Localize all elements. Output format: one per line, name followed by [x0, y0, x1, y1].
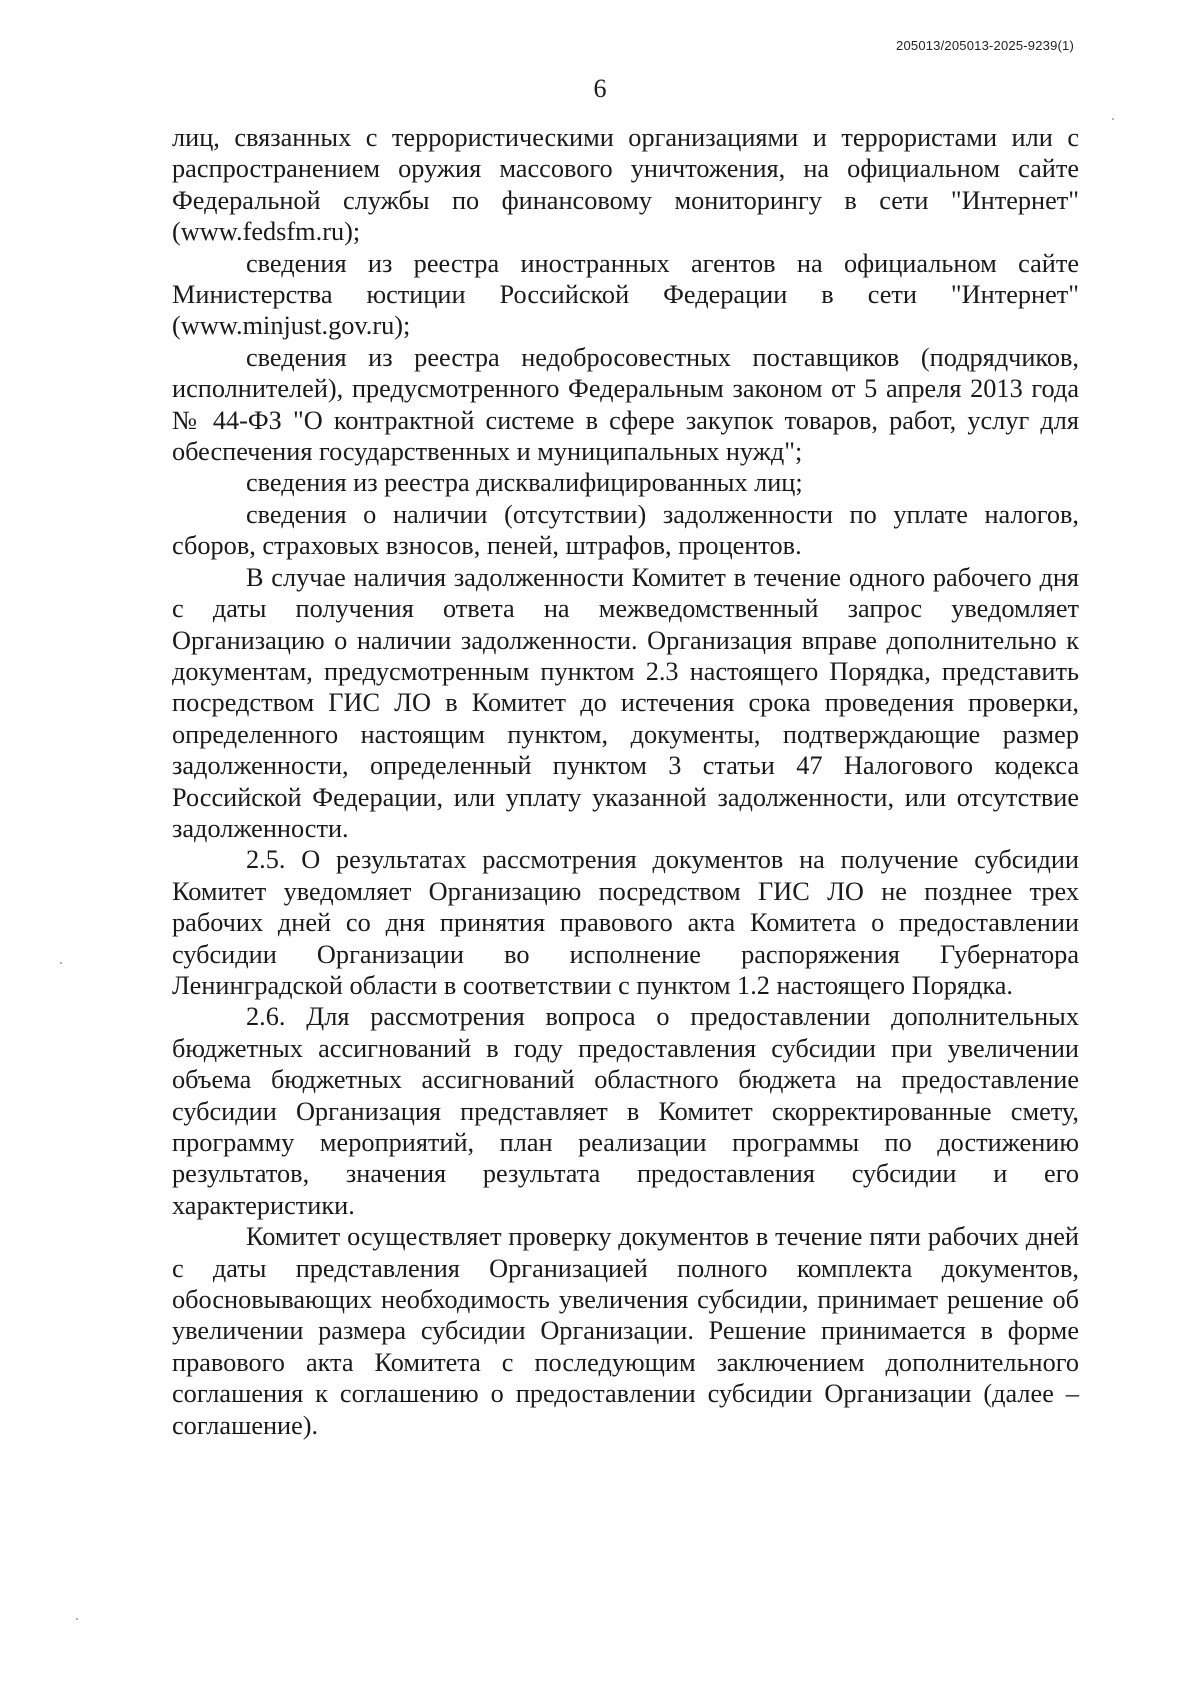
paragraph-7: 2.5. О результатах рассмотрения документов на получение субсидии Комитет уведомляет Организацию посредством ГИС ЛО не позднее трех рабочих дней со дня принятия правового акта Комитета о предоставлении субсидии Организации во исполнение распоряжения Губернатора Ленинградской области в соответствии с пунктом 1.2 настоящего Порядка. — [172, 845, 1079, 1000]
paragraph-6: В случае наличия задолженности Комитет в течение одного рабочего дня с даты получения ответа на межведомственный запрос уведомляет Организацию о наличии задолженности. Организация вправе дополнительно к документам, предусмотренным пунктом 2.3 настоящего Порядка, представить посредством ГИС ЛО в Комитет до истечения срока проведения проверки, определенного настоящим пунктом, документы, подтверждающие размер задолженности, определенный пунктом 3 статьи 47 Налогового кодекса Российской Федерации, или уплату указанной задолженности, или отсутствие задолженности. — [172, 562, 1079, 843]
paragraph-5: сведения о наличии (отсутствии) задолженности по уплате налогов, сборов, страховых взносов, пеней, штрафов, процентов. — [172, 499, 1079, 561]
paragraph-2: сведения из реестра иностранных агентов на официальном сайте Министерства юстиции Российской Федерации в сети "Интернет" (www.minjust.gov.ru); — [172, 248, 1079, 341]
scan-speck — [76, 1618, 78, 1620]
paragraph-3: сведения из реестра недобросовестных поставщиков (подрядчиков, исполнителей), предусмотренного Федеральным законом от 5 апреля 2013 года № 44-ФЗ "О контрактной системе в сфере закупок товаров, работ, услуг для обеспечения государственных и муниципальных нужд"; — [172, 342, 1079, 467]
paragraph-9: Комитет осуществляет проверку документов в течение пяти рабочих дней с даты представления Организацией полного комплекта документов, обосновывающих необходимость увеличения субсидии, принимает решение об увеличении размера субсидии Организации. Решение принимается в форме правового акта Комитета с последующим заключением дополнительного соглашения к соглашению о предоставлении субсидии Организации (далее – соглашение). — [172, 1222, 1079, 1440]
document-id: 205013/205013-2025-9239(1) — [896, 38, 1074, 53]
page-number: 6 — [593, 74, 607, 103]
scan-speck — [60, 962, 62, 964]
paragraph-1: лиц, связанных с террористическими организациями и террористами или с распространением оружия массового уничтожения, на официальном сайте Федеральной службы по финансовому мониторингу в сети "Интернет" (www.fedsfm.ru); — [172, 123, 1079, 247]
paragraph-8: 2.6. Для рассмотрения вопроса о предоставлении дополнительных бюджетных ассигнований в году предоставления субсидии при увеличении объема бюджетных ассигнований областного бюджета на предоставление субсидии Организация представляет в Комитет скорректированные смету, программу мероприятий, план реализации программы по достижению результатов, значения результата предоставления субсидии и его характеристики. — [172, 1002, 1079, 1220]
document-body — [172, 122, 1079, 1441]
scan-speck — [1112, 118, 1114, 120]
paragraph-4: сведения из реестра дисквалифицированных лиц; — [246, 468, 803, 498]
